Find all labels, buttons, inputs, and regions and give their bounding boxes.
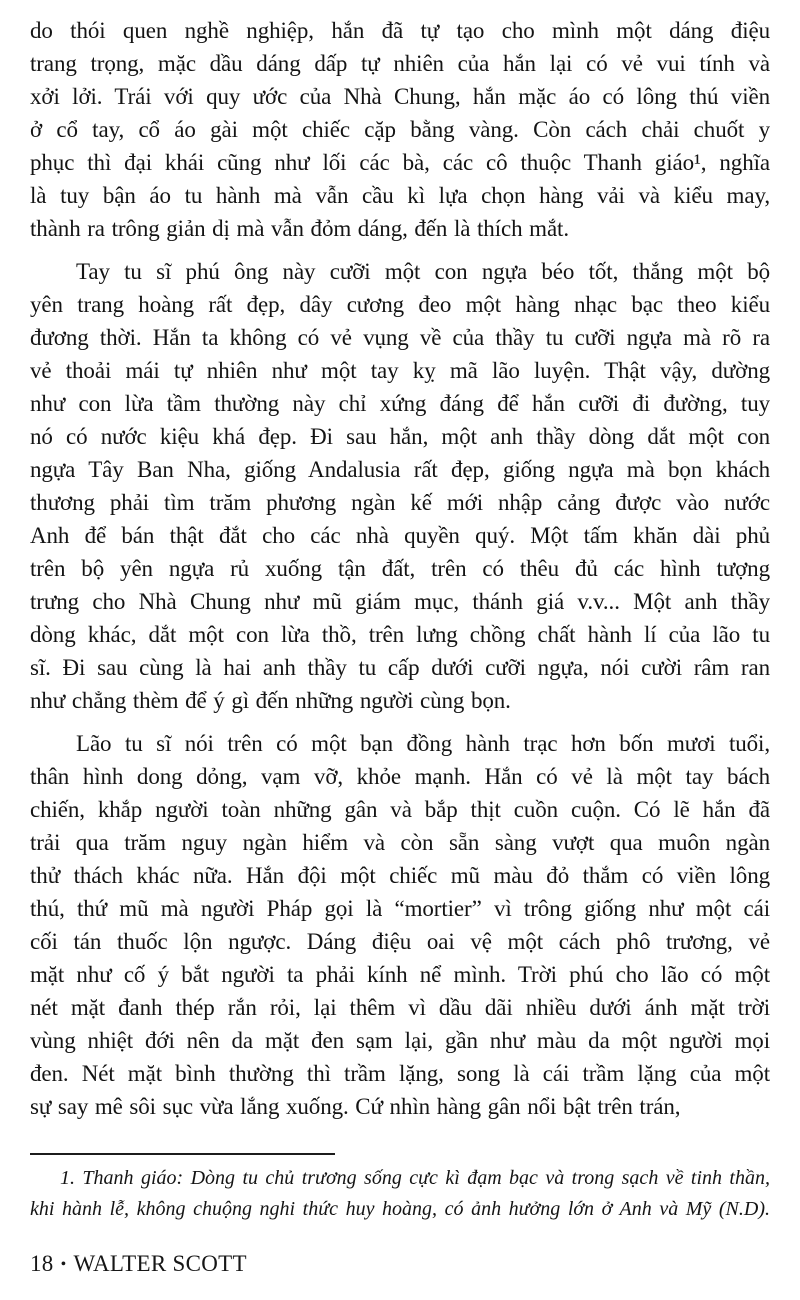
- text-line: cối tán thuốc lộn ngược. Dáng điệu oai vệ một cách phô trương, vẻ: [30, 929, 770, 954]
- text-line: đen. Nét mặt bình thường thì trầm lặng, song là cái trầm lặng của một: [30, 1061, 770, 1086]
- text-line: thú, thứ mũ mà người Pháp gọi là “mortier” vì trông giống như một cái: [30, 896, 770, 921]
- text-line: Tay tu sĩ phú ông này cưỡi một con ngựa béo tốt, thắng một bộ: [76, 259, 770, 284]
- text-line: sự say mê sôi sục vừa lắng xuống. Cứ nhìn hàng gân nổi bật trên trán,: [30, 1094, 681, 1119]
- text-line: Lão tu sĩ nói trên có một bạn đồng hành trạc hơn bốn mươi tuổi,: [76, 731, 770, 756]
- text-line: nét mặt đanh thép rắn rỏi, lại thêm vì dầu dãi nhiều dưới ánh mặt trời: [30, 995, 770, 1020]
- text-line: thành ra trông giản dị mà vẫn đỏm dáng, đến là thích mắt.: [30, 216, 569, 241]
- text-line: do thói quen nghề nghiệp, hắn đã tự tạo cho mình một dáng điệu: [30, 18, 770, 43]
- footnote-line: 1. Thanh giáo: Dòng tu chủ trương sống cực kì đạm bạc và trong sạch về tinh thần,: [60, 1167, 770, 1189]
- text-line: yên trang hoàng rất đẹp, dây cương đeo một hàng nhạc bạc theo kiểu: [30, 292, 770, 317]
- text-line: mặt như cố ý bắt người ta phải kính nể mình. Trời phú cho lão có một: [30, 962, 770, 987]
- text-line: dòng khác, dắt một con lừa thồ, trên lưng chồng chất hành lí của lão tu: [30, 622, 770, 647]
- text-line: như chẳng thèm để ý gì đến những người cùng bọn.: [30, 688, 511, 713]
- footnote-line: khi hành lễ, không chuộng nghi thức huy hoàng, có ảnh hưởng lớn ở Anh và Mỹ (N.D).: [30, 1198, 770, 1220]
- paragraph: [30, 727, 770, 1123]
- text-line: là tuy bận áo tu hành mà vẫn cầu kì lựa chọn hàng vải và kiểu may,: [30, 183, 770, 208]
- text-line: ở cổ tay, cổ áo gài một chiếc cặp bằng vàng. Còn cách chải chuốt y: [30, 117, 770, 142]
- footnote-separator: [30, 1153, 335, 1155]
- text-line: thân hình dong dỏng, vạm vỡ, khỏe mạnh. Hắn có vẻ là một tay bách: [30, 764, 770, 789]
- paragraph: [30, 14, 770, 245]
- text-line: ngựa Tây Ban Nha, giống Andalusia rất đẹp, giống ngựa mà bọn khách: [30, 457, 770, 482]
- page-footer: [30, 1251, 770, 1277]
- text-line: sĩ. Đi sau cùng là hai anh thầy tu cấp dưới cưỡi ngựa, nói cười râm ran: [30, 655, 770, 680]
- text-line: trưng cho Nhà Chung như mũ giám mục, thánh giá v.v... Một anh thầy: [30, 589, 770, 614]
- text-line: vẻ thoải mái tự nhiên như một tay kỵ mã lão luyện. Thật vậy, dường: [30, 358, 770, 383]
- text-line: nó có nước kiệu khá đẹp. Đi sau hắn, một anh thầy dòng dắt một con: [30, 424, 770, 449]
- text-line: trên bộ yên ngựa rủ xuống tận đất, trên có thêu đủ các hình tượng: [30, 556, 770, 581]
- footnote: [30, 1163, 770, 1225]
- text-line: thương phải tìm trăm phương ngàn kế mới nhập cảng được vào nước: [30, 490, 770, 515]
- text-line: đương thời. Hắn ta không có vẻ vụng về của thầy tu cưỡi ngựa mà rõ ra: [30, 325, 770, 350]
- text-line: phục thì đại khái cũng như lối các bà, các cô thuộc Thanh giáo¹, nghĩa: [30, 150, 770, 175]
- footer-bullet-icon: •: [60, 1256, 67, 1273]
- footer-author: WALTER SCOTT: [73, 1251, 247, 1276]
- page-number: 18: [30, 1251, 54, 1276]
- text-line: thử thách khác nữa. Hắn đội một chiếc mũ màu đỏ thắm có viền lông: [30, 863, 770, 888]
- text-line: trải qua trăm nguy ngàn hiểm và còn sẵn sàng vượt qua muôn ngàn: [30, 830, 770, 855]
- paragraph: [30, 255, 770, 717]
- text-line: chiến, khắp người toàn những gân và bắp thịt cuồn cuộn. Có lẽ hắn đã: [30, 797, 770, 822]
- body-text: [30, 14, 770, 1123]
- text-line: như con lừa tầm thường này chỉ xứng đáng để hắn cưỡi đi đường, tuy: [30, 391, 770, 416]
- text-line: Anh để bán thật đắt cho các nhà quyền quý. Một tấm khăn dài phủ: [30, 523, 770, 548]
- text-line: vùng nhiệt đới nên da mặt đen sạm lại, gần như màu da một người mọi: [30, 1028, 770, 1053]
- text-line: xởi lởi. Trái với quy ước của Nhà Chung, hắn mặc áo có lông thú viền: [30, 84, 770, 109]
- text-line: trang trọng, mặc dầu dáng dấp tự nhiên của hắn lại có vẻ vui tính và: [30, 51, 770, 76]
